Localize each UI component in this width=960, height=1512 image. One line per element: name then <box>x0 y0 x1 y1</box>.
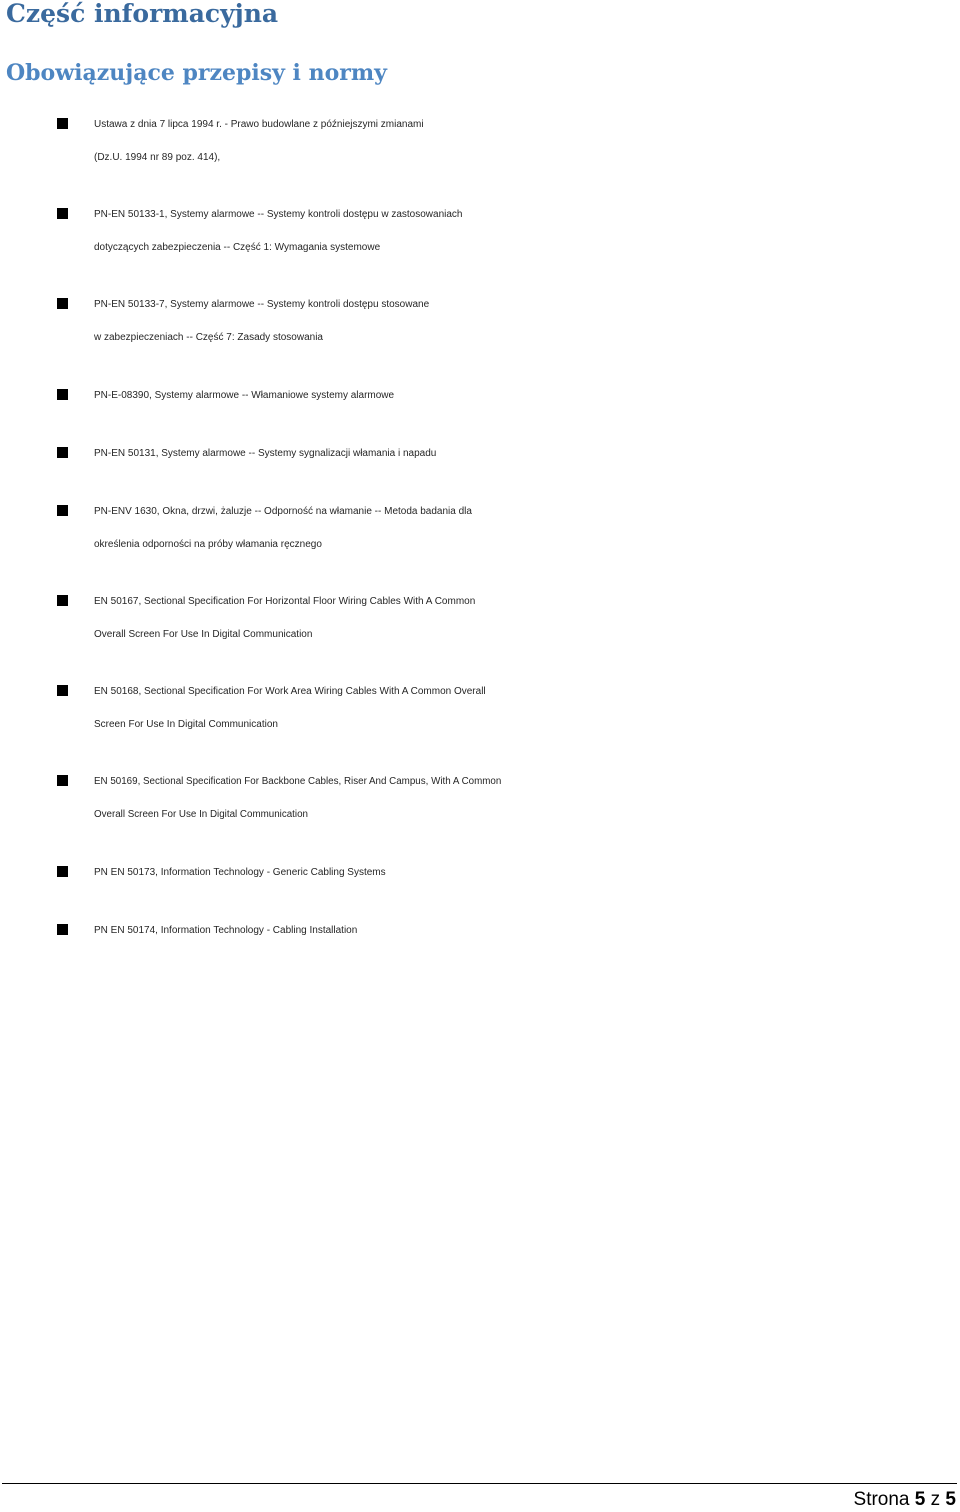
list-item-line: PN-EN 50133-1, Systemy alarmowe -- Systemy kontroli dostępu w zastosowaniach <box>94 209 463 220</box>
list-item-line: EN 50168, Sectional Specification For Work Area Wiring Cables With A Common Overall <box>94 686 486 697</box>
list-item-line: (Dz.U. 1994 nr 89 poz. 414), <box>94 152 221 163</box>
page-number: 5 <box>914 1489 926 1510</box>
page-title: Część informacyjna <box>6 0 279 28</box>
page-label: Strona <box>853 1489 910 1510</box>
list-item-text <box>94 585 960 651</box>
list-item-line: Screen For Use In Digital Communication <box>94 719 278 730</box>
list-item-text <box>94 495 960 561</box>
square-bullet-icon <box>57 866 68 877</box>
list-item-line: w zabezpieczeniach -- Część 7: Zasady stosowania <box>94 332 323 343</box>
square-bullet-icon <box>57 298 68 309</box>
list-item-text <box>94 379 960 412</box>
list-item-text <box>94 675 960 741</box>
list-item-text <box>94 288 960 354</box>
list-item-line: dotyczących zabezpieczenia -- Część 1: Wymagania systemowe <box>94 242 381 253</box>
square-bullet-icon <box>57 685 68 696</box>
square-bullet-icon <box>57 505 68 516</box>
square-bullet-icon <box>57 208 68 219</box>
list-item-line: PN-EN 50131, Systemy alarmowe -- Systemy sygnalizacji włamania i napadu <box>94 448 437 459</box>
page-footer <box>854 1488 956 1512</box>
list-item-text <box>94 108 960 174</box>
list-item-line: PN-E-08390, Systemy alarmowe -- Włamaniowe systemy alarmowe <box>94 390 395 401</box>
square-bullet-icon <box>57 924 68 935</box>
square-bullet-icon <box>57 595 68 606</box>
list-item-line: PN-ENV 1630, Okna, drzwi, żaluzje -- Odporność na włamanie -- Metoda badania dla <box>94 506 472 517</box>
list-item-text <box>94 437 960 470</box>
list-item-line: EN 50169, Sectional Specification For Backbone Cables, Riser And Campus, With A Common <box>94 776 502 787</box>
list-item-line: PN-EN 50133-7, Systemy alarmowe -- Systemy kontroli dostępu stosowane <box>94 299 430 310</box>
footer-divider <box>2 1483 957 1484</box>
list-item-line: Ustawa z dnia 7 lipca 1994 r. - Prawo budowlane z późniejszymi zmianami <box>94 119 424 130</box>
list-item-line: określenia odporności na próby włamania ręcznego <box>94 539 322 550</box>
list-item-text <box>94 856 960 889</box>
section-heading: Obowiązujące przepisy i normy <box>6 60 387 86</box>
square-bullet-icon <box>57 775 68 786</box>
list-item-text <box>94 914 960 947</box>
list-item-line: PN EN 50173, Information Technology - Generic Cabling Systems <box>94 867 386 878</box>
square-bullet-icon <box>57 118 68 129</box>
list-item-line: Overall Screen For Use In Digital Communication <box>94 809 308 820</box>
square-bullet-icon <box>57 447 68 458</box>
list-item-text <box>94 765 960 831</box>
list-item-line: Overall Screen For Use In Digital Communication <box>94 629 313 640</box>
square-bullet-icon <box>57 389 68 400</box>
list-item-line: EN 50167, Sectional Specification For Horizontal Floor Wiring Cables With A Common <box>94 596 476 607</box>
page-total: 5 <box>945 1489 956 1510</box>
of-label: z <box>930 1489 941 1510</box>
list-item-text <box>94 198 960 264</box>
list-item-line: PN EN 50174, Information Technology - Cabling Installation <box>94 925 358 936</box>
